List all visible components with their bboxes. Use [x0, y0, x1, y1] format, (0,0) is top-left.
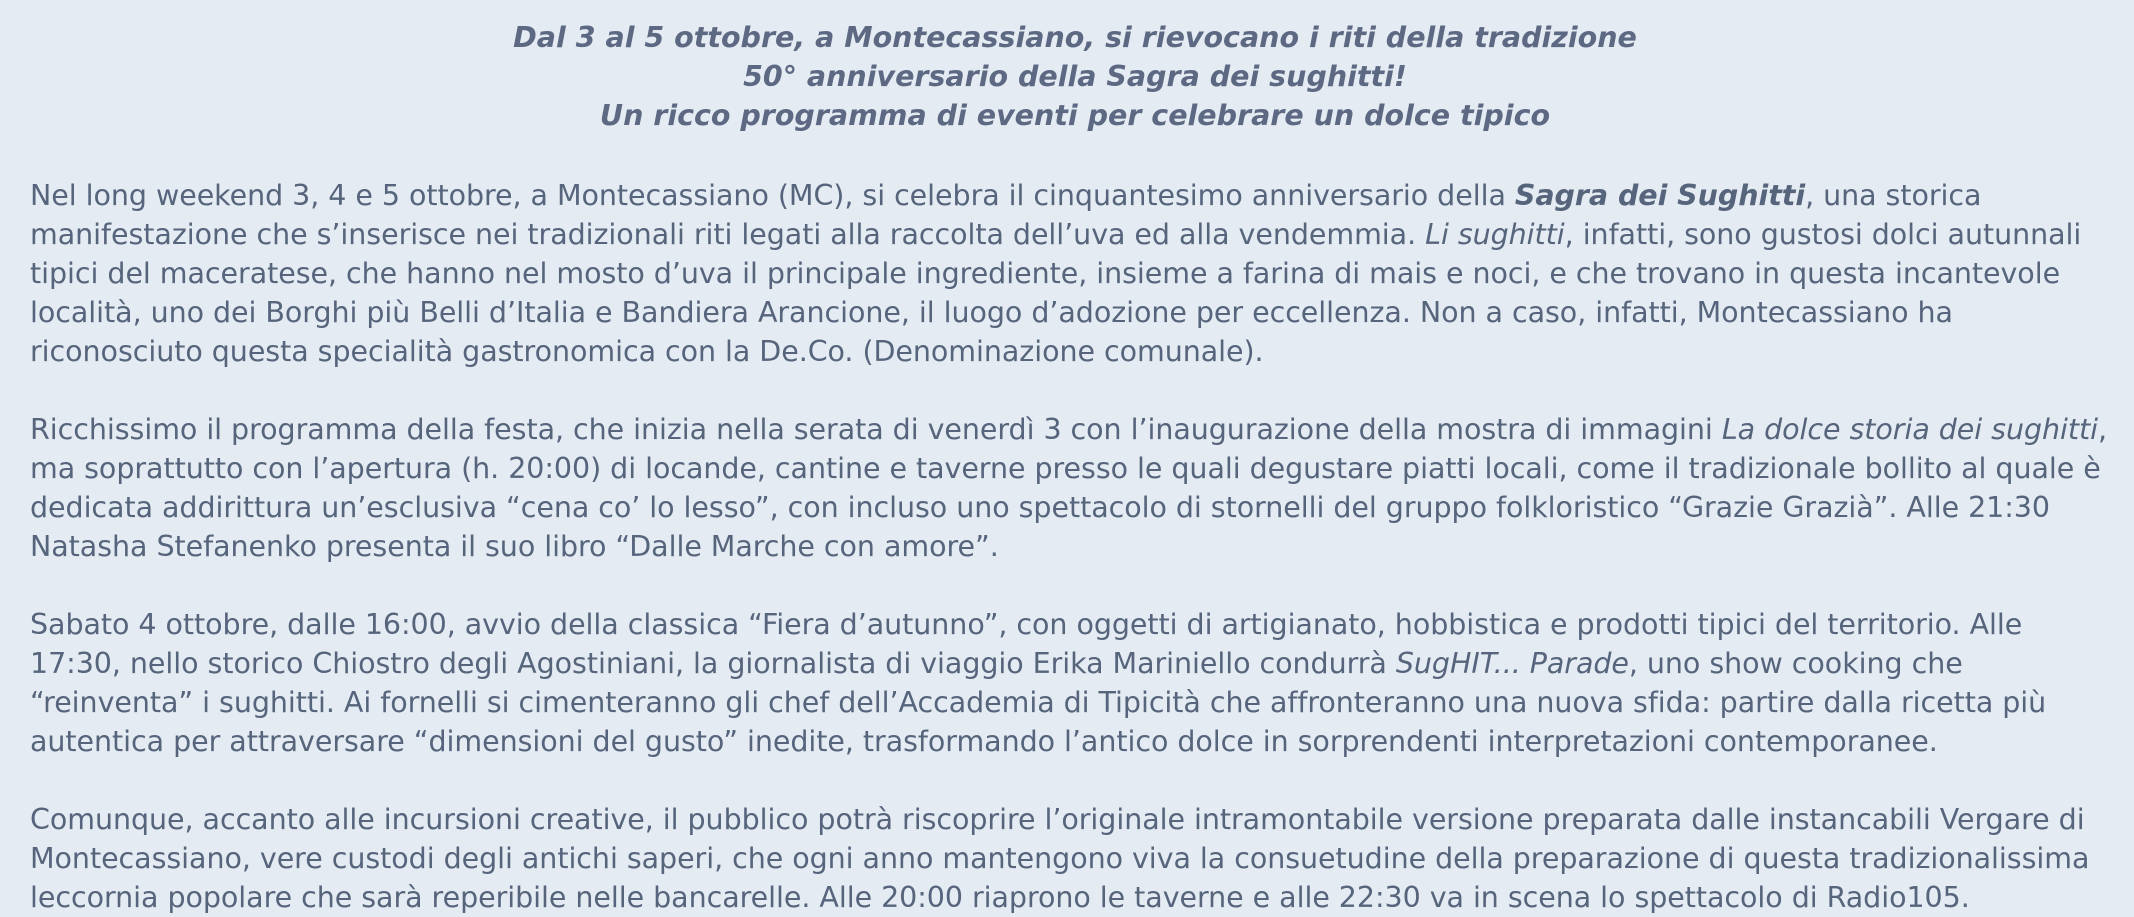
paragraph-3	[30, 605, 2120, 761]
paragraph-1-text-e: , infatti, sono gustosi dolci autunnali tipici del maceratese, che hanno nel mosto d’uva il principale ingrediente, insieme a farina di mais e noci, e che trovano in questa incantevole località, uno dei Borghi più Belli d’Italia e Bandiera Arancione, il luogo d’adozione per eccellenza. Non a caso, infatti, Montecassiano ha riconosciuto questa specialità gastronomica con la De.Co. (Denominazione comunale).	[30, 218, 2082, 368]
paragraph-4-text-a: Comunque, accanto alle incursioni creative, il pubblico potrà riscoprire l’originale intramontabile versione preparata dalle instancabili Vergare di Montecassiano, vere custodi degli antichi saperi, che ogni anno mantengono viva la consuetudine della preparazione di questa tradizionalissima leccornia popolare che sarà reperibile nelle bancarelle. Alle 20:00 riaprono le taverne e alle 22:30 va in scena lo spettacolo di Radio105.	[30, 803, 2090, 914]
headline-line-1: Dal 3 al 5 ottobre, a Montecassiano, si rievocano i riti della tradizione	[513, 21, 1637, 54]
paragraph-3-text-c: , uno show cooking che “reinventa” i sughitti. Ai fornelli si cimenteranno gli chef dell’Accademia di Tipicità che affronteranno una nuova sfida: partire dalla ricetta più autentica per attraversare “dimensioni del gusto” inedite, trasformando l’antico dolce in sorprendenti interpretazioni contemporanee.	[30, 647, 2047, 758]
paragraph-3-text-a: Sabato 4 ottobre, dalle 16:00, avvio della classica “Fiera d’autunno”, con oggetti di artigianato, hobbistica e prodotti tipici del territorio. Alle 17:30, nello storico Chiostro degli Agostiniani, la giornalista di viaggio Erika Mariniello condurrà	[30, 608, 2023, 680]
paragraph-1-text-c: , una storica manifestazione che s’inserisce nei tradizionali riti legati alla raccolta dell’uva ed alla vendemmia.	[30, 179, 1982, 251]
paragraph-2	[30, 410, 2120, 566]
paragraph-2-text-c: , ma soprattutto con l’apertura (h. 20:00) di locande, cantine e taverne presso le quali degustare piatti locali, come il tradizionale bollito al quale è dedicata addirittura un’esclusiva “cena co’ lo lesso”, con incluso uno spettacolo di stornelli del gruppo folkloristico “Grazie Grazià”. Alle 21:30 Natasha Stefanenko presenta il suo libro “Dalle Marche con amore”.	[30, 413, 2108, 563]
headline-line-3: Un ricco programma di eventi per celebrare un dolce tipico	[599, 99, 1551, 132]
headline	[30, 18, 2120, 135]
headline-line-2: 50° anniversario della Sagra dei sughitti!	[743, 60, 1407, 93]
paragraph-1	[30, 176, 2120, 371]
paragraph-1-text-a: Nel long weekend 3, 4 e 5 ottobre, a Montecassiano (MC), si celebra il cinquantesimo anniversario della	[30, 179, 1515, 212]
dessert-name-italic: Li sughitti	[1425, 218, 1565, 251]
paragraph-2-text-a: Ricchissimo il programma della festa, che inizia nella serata di venerdì 3 con l’inaugurazione della mostra di immagini	[30, 413, 1722, 446]
show-title: SugHIT... Parade	[1395, 647, 1629, 680]
event-name-sagra: Sagra dei Sughitti	[1514, 179, 1806, 212]
paragraph-4	[30, 800, 2120, 917]
exhibition-title: La dolce storia dei sughitti	[1721, 413, 2098, 446]
